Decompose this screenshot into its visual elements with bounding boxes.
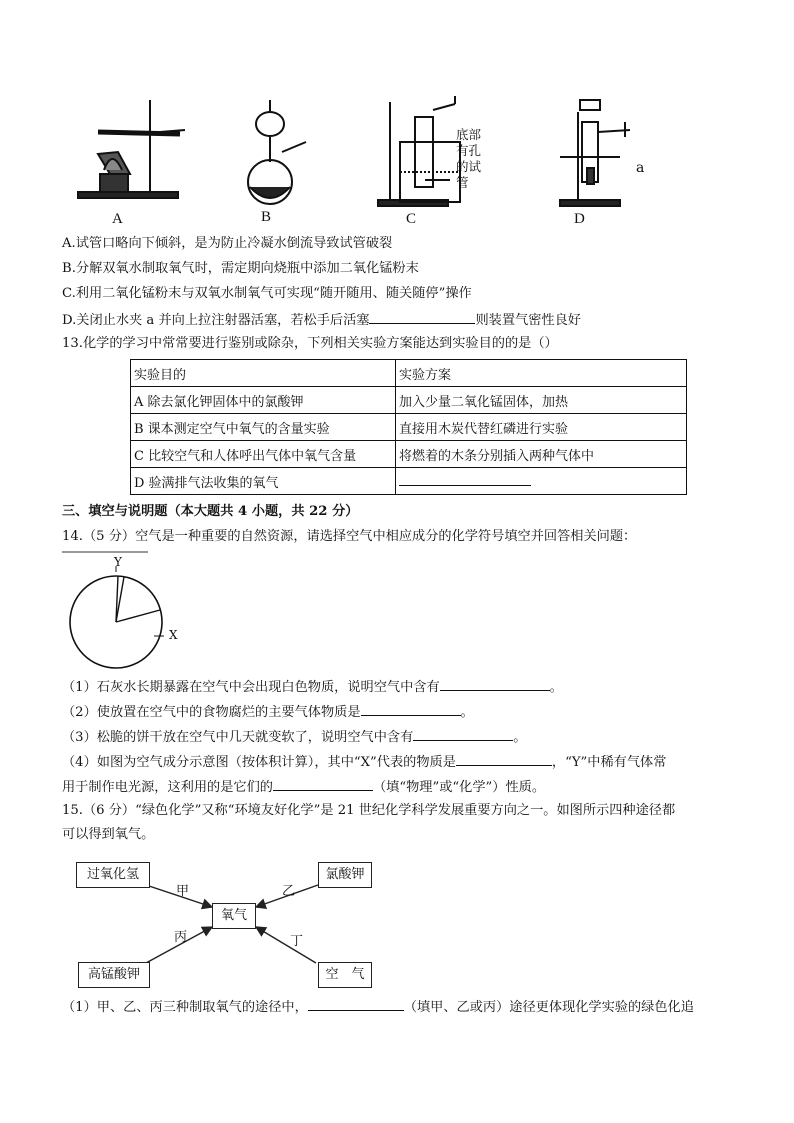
table-row: A 除去氯化钾固体中的氯酸钾 加入少量二氧化锰固体，加热 (131, 387, 687, 414)
apparatus-d-note: a (636, 160, 645, 176)
q15-part1: （1）甲、乙、丙三种制取氧气的途径中， （填甲、乙或丙）途径更体现化学实验的绿色化追 (62, 997, 694, 1017)
q13-stem: 13.化学的学习中常常要进行鉴别或除杂，下列相关实验方案能达到实验目的的是（） (62, 336, 558, 351)
answer-blank[interactable] (308, 997, 404, 1011)
box-hydrogen-peroxide: 过氧化氢 (76, 862, 150, 888)
box-oxygen: 氧气 (212, 903, 256, 929)
air-composition-pie (62, 550, 192, 670)
q14-part4: （4）如图为空气成分示意图（按体积计算），其中“X”代表的物质是 ，“Y”中稀有气体常 (62, 752, 666, 772)
q14-part2: （2）使放置在空气中的食物腐烂的主要气体物质是 。 (62, 702, 474, 722)
q12-option-c: C.利用二氧化锰粉末与双氧水制氧气可实现“随开随用、随关随停”操作 (62, 286, 472, 301)
path-label-ding: 丁 (290, 934, 304, 949)
path-label-bing: 丙 (174, 930, 188, 945)
answer-blank[interactable] (440, 677, 550, 691)
answer-blank[interactable] (399, 472, 531, 486)
q12-option-a: A.试管口略向下倾斜，是为防止冷凝水倒流导致试管破裂 (62, 236, 393, 251)
apparatus-label-b: B (261, 209, 272, 225)
box-potassium-permanganate: 高锰酸钾 (78, 962, 150, 988)
answer-blank[interactable] (456, 752, 552, 766)
table-row: B 课本测定空气中氧气的含量实验 直接用木炭代替红磷进行实验 (131, 414, 687, 441)
q14-part4-cont: 用于制作电光源，这利用的是它们的 （填“物理”或“化学”）性质。 (62, 777, 545, 797)
answer-blank[interactable] (361, 702, 461, 716)
table-header-row: 实验目的 实验方案 (131, 360, 687, 387)
table-row: C 比较空气和人体呼出气体中氧气含量 将燃着的木条分别插入两种气体中 (131, 441, 687, 468)
section-heading: 三、填空与说明题（本大题共 4 小题，共 22 分） (62, 504, 359, 519)
box-potassium-chlorate: 氯酸钾 (318, 862, 372, 888)
q12-option-d: D.关闭止水夹 a 并向上拉注射器活塞，若松手后活塞 则装置气密性良好 (62, 310, 581, 330)
q14-part3: （3）松脆的饼干放在空气中几天就变软了，说明空气中含有 。 (62, 727, 526, 747)
apparatus-c-note: 底部 有孔 的试 管 (456, 127, 482, 190)
q14-stem: 14.（5 分）空气是一种重要的自然资源，请选择空气中相应成分的化学符号填空并回答相关问题： (62, 529, 637, 544)
apparatus-label-c: C (406, 211, 417, 227)
apparatus-figure (60, 92, 700, 232)
pie-label-x: X (169, 628, 178, 642)
q15-stem-cont: 可以得到氧气。 (62, 827, 155, 842)
path-label-jia: 甲 (176, 884, 190, 899)
apparatus-label-d: D (574, 211, 585, 227)
pie-label-y: Y (114, 555, 122, 569)
answer-blank[interactable] (413, 727, 513, 741)
q15-stem: 15.（6 分）“绿色化学”又称“环境友好化学”是 21 世纪化学科学发展重要方向之一。如图所示四种途径都 (62, 803, 676, 818)
q14-part1: （1）石灰水长期暴露在空气中会出现白色物质，说明空气中含有 。 (62, 677, 563, 697)
box-air: 空 气 (318, 962, 372, 988)
apparatus-label-a: A (112, 211, 123, 227)
table-row: D 验满排气法收集的氧气 (131, 468, 687, 495)
q12-option-b: B.分解双氧水制取氧气时，需定期向烧瓶中添加二氧化锰粉末 (62, 261, 419, 276)
answer-blank[interactable] (273, 777, 373, 791)
path-label-yi: 乙 (282, 884, 296, 899)
q13-table (130, 359, 687, 495)
answer-blank[interactable] (369, 310, 475, 324)
